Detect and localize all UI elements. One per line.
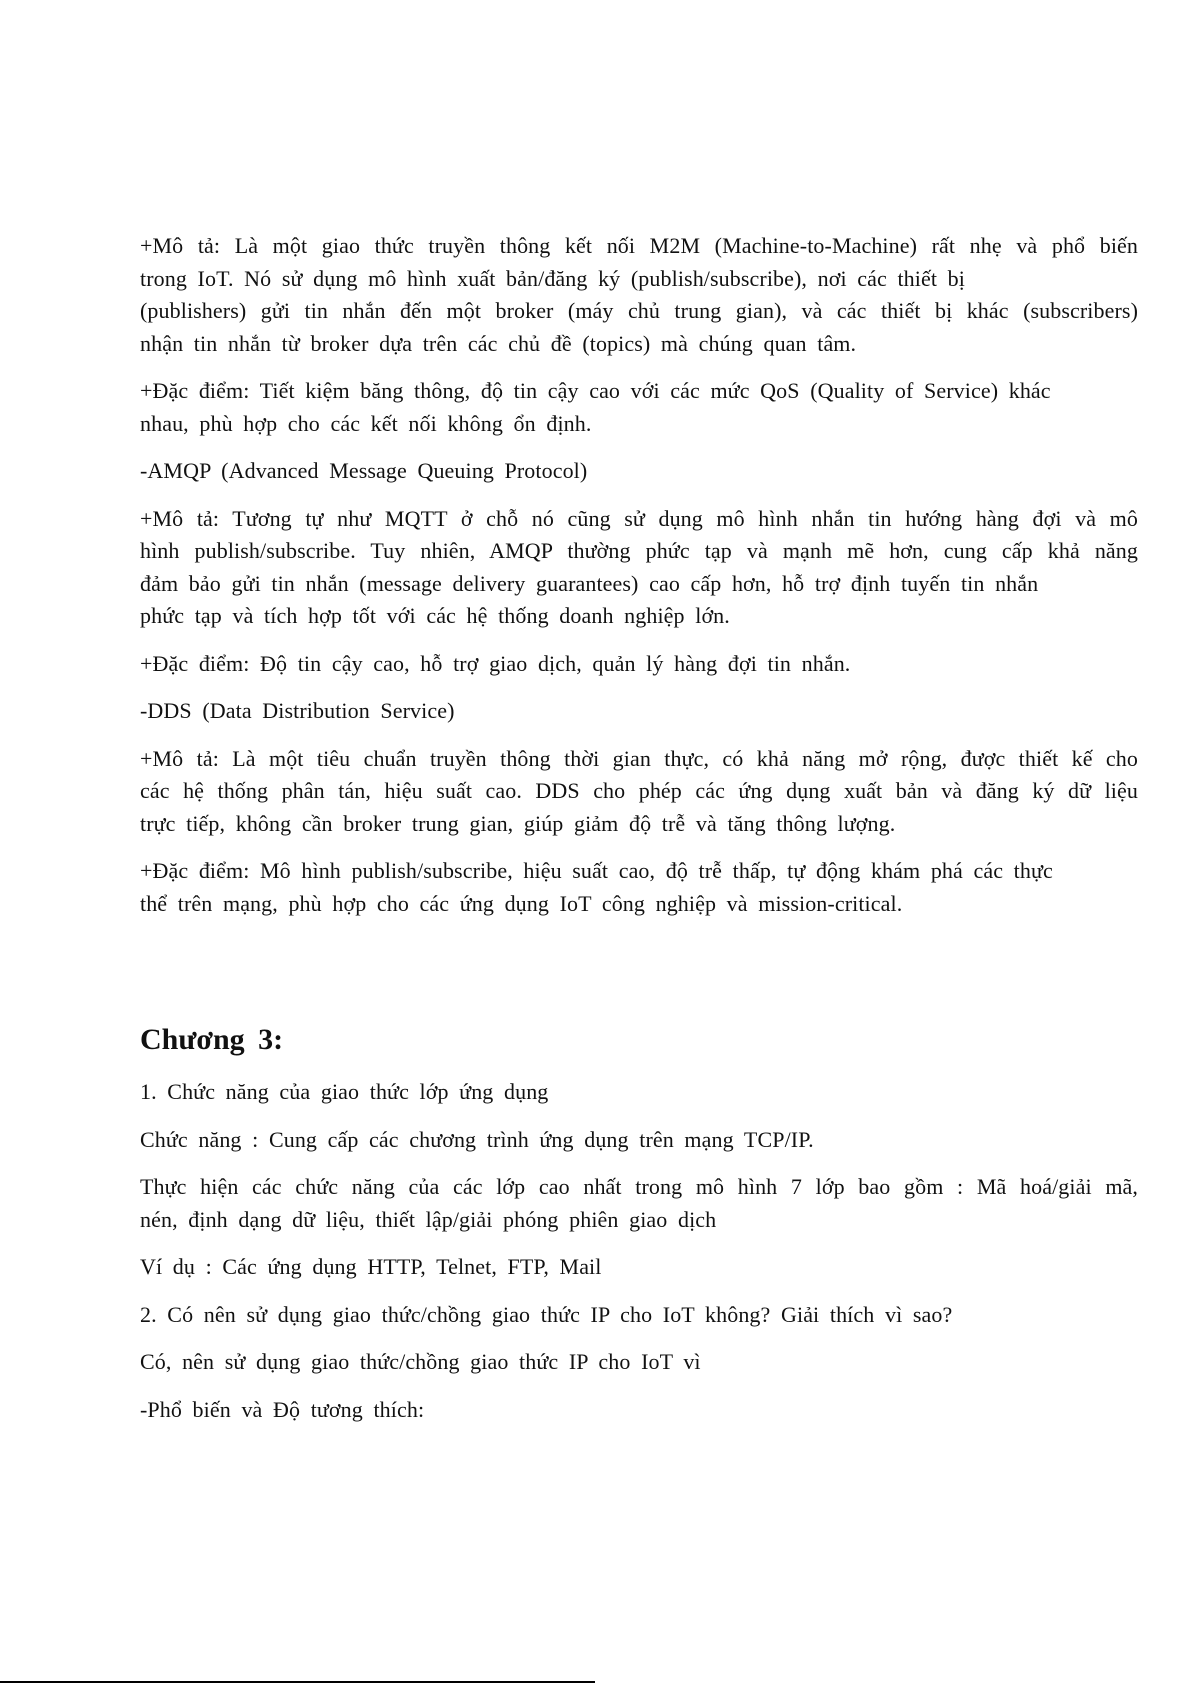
chapter-3-heading: Chương 3:: [140, 1023, 284, 1056]
dds-heading: [140, 695, 1138, 728]
footer-rule: [0, 1681, 595, 1683]
text-line: phức tạp và tích hợp tốt với các hệ thống doanh nghiệp lớn.: [140, 603, 730, 628]
answer-2: [140, 1346, 1138, 1379]
text-line: +Đặc điểm: Độ tin cậy cao, hỗ trợ giao dịch, quản lý hàng đợi tin nhắn.: [140, 650, 851, 676]
text-line: +Mô tả: Là một giao thức truyền thông kết nối M2M (Machine-to-Machine) rất nhẹ và phổ biến: [140, 233, 1138, 258]
text-line: (publishers) gửi tin nhắn đến một broker (máy chủ trung gian), và các thiết bị khác (subscribers): [140, 298, 1138, 323]
mqtt-description-paragraph: [140, 230, 1138, 360]
text-line: 1. Chức năng của giao thức lớp ứng dụng: [140, 1079, 549, 1104]
text-line: hình publish/subscribe. Tuy nhiên, AMQP thường phức tạp và mạnh mẽ hơn, cung cấp khả năng: [140, 538, 1138, 563]
text-line: trong IoT. Nó sử dụng mô hình xuất bản/đăng ký (publish/subscribe), nơi các thiết bị: [140, 265, 965, 291]
answer-1-function: [140, 1124, 1138, 1157]
text-line: nén, định dạng dữ liệu, thiết lập/giải phóng phiên giao dịch: [140, 1206, 717, 1232]
answer-1-example: [140, 1251, 1138, 1284]
amqp-features-paragraph: [140, 648, 1138, 681]
answer-1-details: [140, 1171, 1138, 1236]
text-line: 2. Có nên sử dụng giao thức/chồng giao thức IP cho IoT không? Giải thích vì sao?: [140, 1301, 953, 1327]
text-line: -DDS (Data Distribution Service): [140, 698, 455, 723]
amqp-heading: [140, 455, 1138, 488]
question-2: [140, 1299, 1138, 1332]
text-line: Chức năng : Cung cấp các chương trình ứng dụng trên mạng TCP/IP.: [140, 1126, 814, 1152]
text-line: nhận tin nhắn từ broker dựa trên các chủ đề (topics) mà chúng quan tâm.: [140, 330, 857, 356]
answer-2-point-1: [140, 1394, 1138, 1427]
text-line: +Mô tả: Là một tiêu chuẩn truyền thông thời gian thực, có khả năng mở rộng, được thiết kế cho: [140, 745, 1138, 771]
mqtt-features-paragraph: [140, 375, 1138, 440]
text-line: +Mô tả: Tương tự như MQTT ở chỗ nó cũng sử dụng mô hình nhắn tin hướng hàng đợi và mô: [140, 505, 1138, 531]
amqp-description-paragraph: [140, 503, 1138, 633]
text-line: đảm bảo gửi tin nhắn (message delivery guarantees) cao cấp hơn, hỗ trợ định tuyến tin nhắn: [140, 570, 1039, 596]
text-line: +Đặc điểm: Tiết kiệm băng thông, độ tin cậy cao với các mức QoS (Quality of Service) khác: [140, 378, 1051, 403]
text-line: trực tiếp, không cần broker trung gian, giúp giảm độ trễ và tăng thông lượng.: [140, 810, 896, 836]
text-line: Có, nên sử dụng giao thức/chồng giao thức IP cho IoT vì: [140, 1349, 701, 1374]
question-1: [140, 1076, 1138, 1109]
text-line: nhau, phù hợp cho các kết nối không ổn định.: [140, 410, 592, 436]
text-line: -AMQP (Advanced Message Queuing Protocol): [140, 458, 588, 483]
text-line: các hệ thống phân tán, hiệu suất cao. DDS cho phép các ứng dụng xuất bản và đăng ký dữ liệu: [140, 778, 1138, 803]
text-line: -Phổ biến và Độ tương thích:: [140, 1396, 425, 1422]
text-line: +Đặc điểm: Mô hình publish/subscribe, hiệu suất cao, độ trễ thấp, tự động khám phá các thực: [140, 858, 1053, 883]
text-line: thể trên mạng, phù hợp cho các ứng dụng IoT công nghiệp và mission-critical.: [140, 890, 903, 916]
page-content: [140, 230, 1138, 1441]
dds-features-paragraph: [140, 855, 1138, 920]
text-line: Thực hiện các chức năng của các lớp cao nhất trong mô hình 7 lớp bao gồm : Mã hoá/giải mã,: [140, 1174, 1138, 1199]
dds-description-paragraph: [140, 743, 1138, 841]
text-line: Ví dụ : Các ứng dụng HTTP, Telnet, FTP, Mail: [140, 1254, 602, 1279]
